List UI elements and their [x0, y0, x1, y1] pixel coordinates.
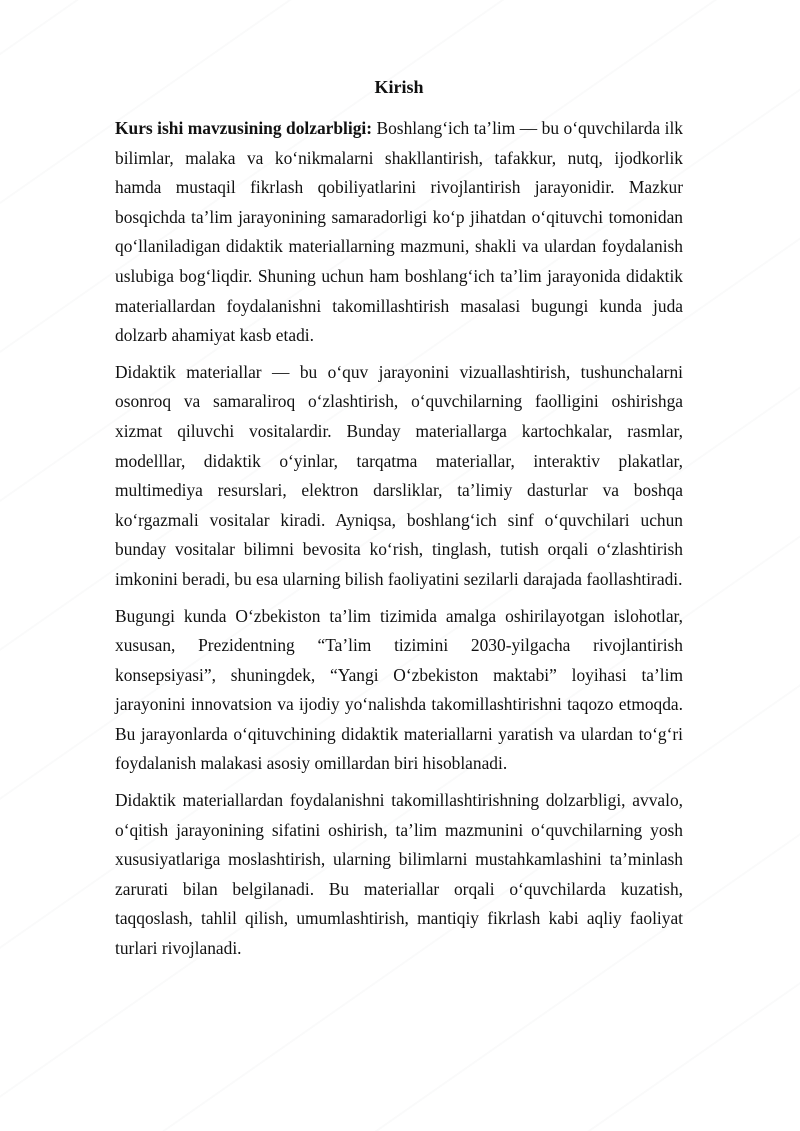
paragraph-text: Bugungi kunda O‘zbekiston ta’lim tizimida amalga oshirilayotgan islohotlar, xususan, Prezidentning “Ta’lim tizimini 2030-yilgacha rivojlantirish konsepsiyasi”, shuningdek, “Yangi O‘zbekiston maktabi” loyihasi ta’lim jarayonini innovatsion va ijodiy yo‘nalishda takomillashtirishni taqozo etmoqda. Bu jarayonlarda o‘qituvchining didaktik materiallarni yaratish va ulardan to‘g‘ri foydalanish malakasi asosiy omillardan biri hisoblanadi. [115, 605, 683, 774]
paragraph-text: Boshlang‘ich ta’lim — bu o‘quvchilarda ilk bilimlar, malaka va ko‘nikmalarni shakllantirish, tafakkur, nutq, ijodkorlik hamda mustaqil fikrlash qobiliyatlarini rivojlantirish jarayonidir. Mazkur bosqichda ta’lim jarayonining samaradorligi ko‘p jihatdan o‘qituvchi tomonidan qo‘llaniladigan didaktik materiallarning mazmuni, shakli va ulardan foydalanish uslubiga bog‘liqdir. Shuning uchun ham boshlang‘ich ta’lim jarayonida didaktik materiallardan foydalanishni takomillashtirish masalasi bugungi kunda juda dolzarb ahamiyat kasb etadi. [115, 118, 683, 346]
paragraph-text: Didaktik materiallar — bu o‘quv jarayonini vizuallashtirish, tushunchalarni osonroq va samaraliroq o‘zlashtirish, o‘quvchilarning faolligini oshirishga xizmat qiluvchi vositalardir. Bunday materiallarga kartochkalar, rasmlar, modelllar, didaktik o‘yinlar, tarqatma materiallar, interaktiv plakatlar, multimediya resurslari, elektron darsliklar, ta’limiy dasturlar va boshqa ko‘rgazmali vositalar kiradi. Ayniqsa, boshlang‘ich sinf o‘quvchilari uchun bunday vositalar bilimni bevosita ko‘rish, tinglash, tutish orqali o‘zlashtirish imkonini beradi, bu esa ularning bilish faoliyatini sezilarli darajada faollashtiradi. [115, 361, 683, 589]
paragraph-text: Didaktik materiallardan foydalanishni takomillashtirishning dolzarbligi, avvalo, o‘qitish jarayonining sifatini oshirish, ta’lim mazmunini o‘quvchilarning yosh xususiyatlariga moslashtirish, ularning bilimlarni mustahkamlashini ta’minlash zarurati bilan belgilanadi. Bu materiallar orqali o‘quvchilarda kuzatish, taqqoslash, tahlil qilish, umumlashtirish, mantiqiy fikrlash kabi aqliy faoliyat turlari rivojlanadi. [115, 790, 683, 959]
paragraph-didactic-materials [115, 358, 683, 595]
page-title: Kirish [374, 77, 424, 97]
paragraph-relevance [115, 114, 683, 351]
document-body [115, 72, 683, 971]
paragraph-reforms [115, 602, 683, 780]
paragraph-lead-heading: Kurs ishi mavzusining dolzarbligi: [115, 118, 373, 138]
paragraph-importance [115, 786, 683, 964]
